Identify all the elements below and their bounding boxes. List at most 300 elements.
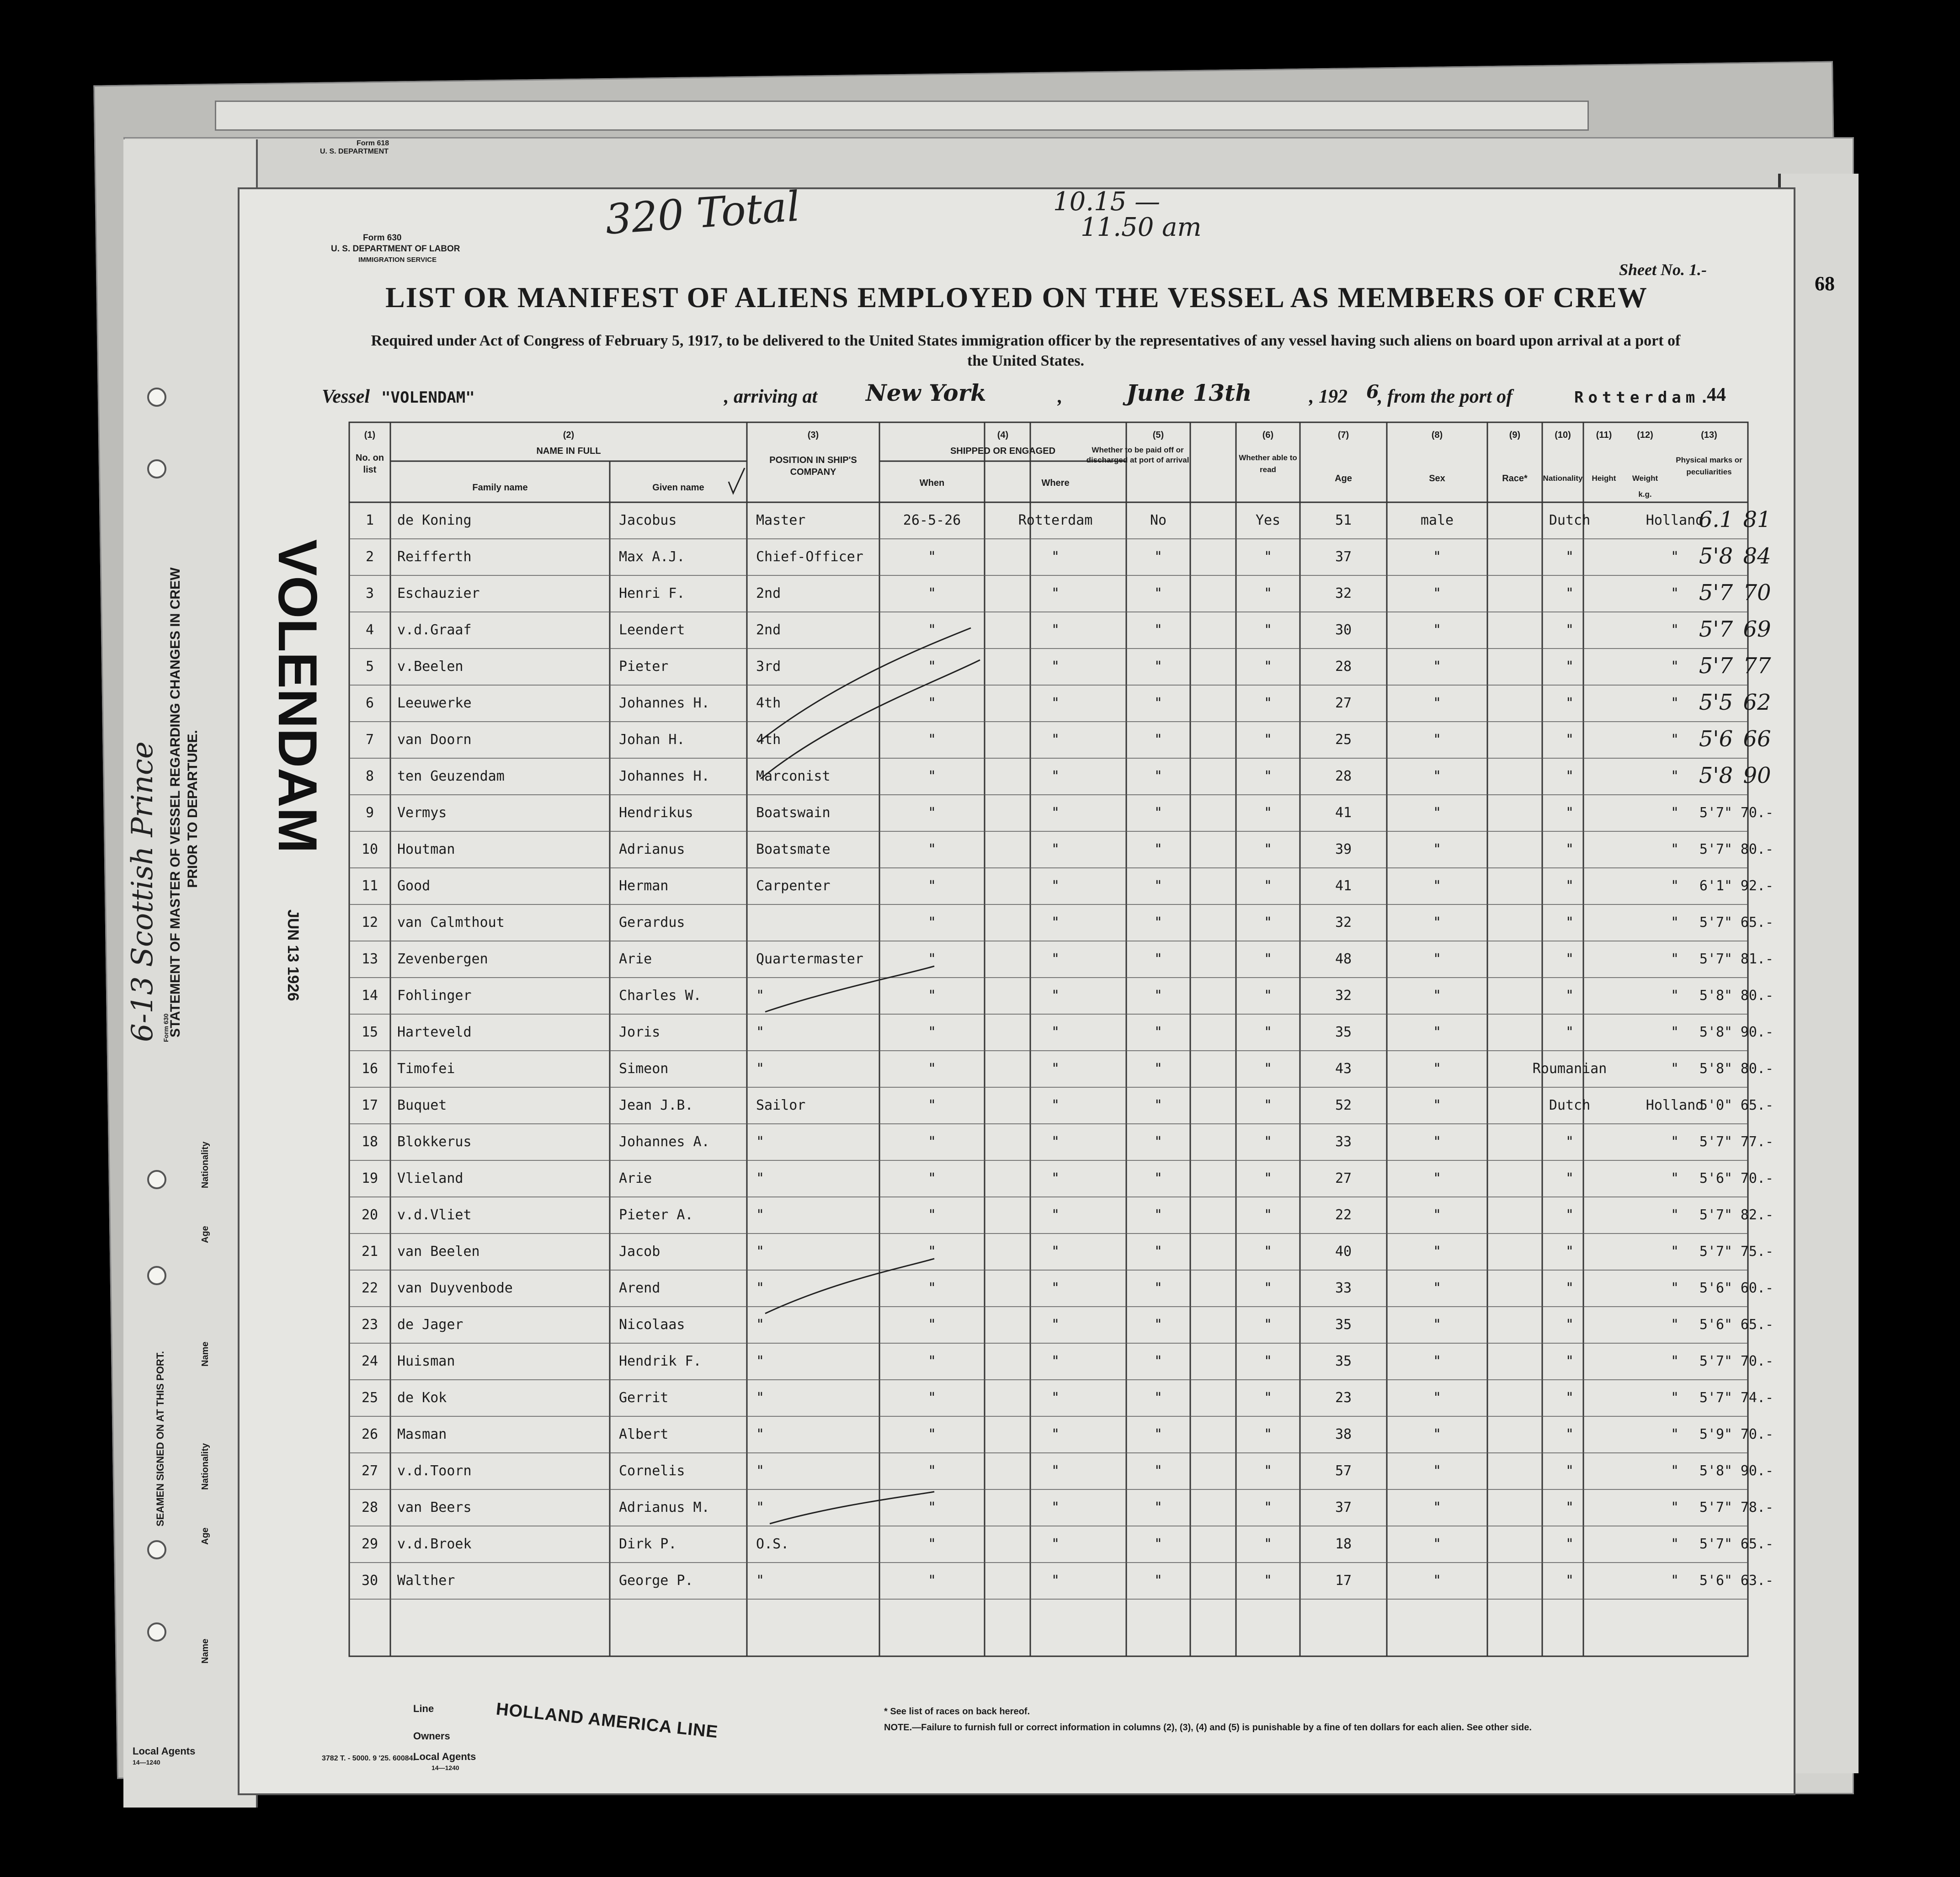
cell-ditto-mark: "	[927, 1426, 937, 1442]
cell-age: 48	[1335, 951, 1352, 967]
cell-ditto-mark: "	[1670, 1426, 1679, 1442]
cell-ditto-mark: "	[1154, 1353, 1163, 1369]
cell-position: Boatsmate	[756, 841, 831, 857]
cell-position: 4th	[756, 732, 781, 748]
cell-ditto-mark: "	[927, 622, 937, 638]
col-num-10: (10)	[1555, 430, 1571, 440]
cell-ditto-mark: "	[1051, 1317, 1060, 1333]
col-header-shipped: SHIPPED OR ENGAGED	[950, 446, 1056, 456]
cell-no: 29	[361, 1536, 378, 1552]
cell-ditto-mark: "	[1263, 1134, 1273, 1150]
cell-ditto-mark: "	[1154, 805, 1163, 821]
col-header-given: Given name	[652, 483, 704, 493]
cell-age: 28	[1335, 659, 1352, 675]
cell-height: 5'9"	[1699, 1426, 1733, 1442]
cell-age: 28	[1335, 768, 1352, 784]
punch-hole	[147, 1622, 166, 1642]
cell-ditto-mark: "	[1154, 732, 1163, 748]
cell-ditto-mark: "	[1051, 1573, 1060, 1589]
cell-weight: 74.-	[1740, 1390, 1774, 1406]
cell-ditto-mark: "	[927, 1499, 937, 1515]
cell-ditto-mark: "	[1670, 1463, 1679, 1479]
cell-ditto-mark: "	[1051, 1463, 1060, 1479]
cell-weight: 62	[1743, 690, 1771, 715]
department-name: U. S. DEPARTMENT OF LABOR	[331, 244, 460, 254]
col-num-9: (9)	[1509, 430, 1521, 440]
cell-ditto-mark: "	[927, 1390, 937, 1406]
cell-ditto-mark: "	[1565, 1573, 1574, 1589]
cell-nationality: Holland	[1646, 1097, 1704, 1113]
cell-given: Johannes A.	[619, 1134, 710, 1150]
cell-ditto-mark: "	[1051, 841, 1060, 857]
cell-position: "	[756, 1499, 765, 1515]
arriving-label: , arriving at	[724, 386, 818, 407]
cell-position: Sailor	[756, 1097, 806, 1113]
cell-no: 24	[361, 1353, 378, 1369]
cell-no: 26	[361, 1426, 378, 1442]
cell-age: 41	[1335, 878, 1352, 894]
cell-ditto-mark: "	[1263, 1024, 1273, 1040]
left-col-age-2: Age	[200, 1527, 210, 1545]
cell-family: van Beers	[397, 1499, 472, 1515]
col-num-6: (6)	[1262, 430, 1274, 440]
left-col-age: Age	[200, 1226, 210, 1243]
printer-code: 3782 T. - 5000. 9 '25. 60084.	[322, 1755, 415, 1762]
cell-position: "	[756, 1463, 765, 1479]
cell-ditto-mark: "	[1154, 659, 1163, 675]
cell-ditto-mark: "	[1670, 1536, 1679, 1552]
col-header-read: Whether able to read	[1239, 453, 1297, 474]
punch-hole	[147, 1266, 166, 1285]
cell-ditto-mark: "	[1051, 1244, 1060, 1260]
cell-height: 5'7"	[1699, 1244, 1733, 1260]
cell-ditto-mark: "	[1154, 695, 1163, 711]
cell-ditto-mark: "	[1154, 1280, 1163, 1296]
cell-ditto-mark: "	[1263, 768, 1273, 784]
cell-position: "	[756, 1426, 765, 1442]
cell-ditto-mark: "	[1670, 1134, 1679, 1150]
col-header-where: Where	[1041, 478, 1070, 488]
cell-no: 10	[361, 841, 378, 857]
cell-height: 5'6"	[1699, 1317, 1733, 1333]
cell-ditto-mark: "	[927, 1134, 937, 1150]
cell-ditto-mark: "	[1051, 732, 1060, 748]
cell-family: v.d.Broek	[397, 1536, 472, 1552]
cell-ditto-mark: "	[1263, 1280, 1273, 1296]
cell-ditto-mark: "	[1670, 1353, 1679, 1369]
cell-no: 25	[361, 1390, 378, 1406]
cell-ditto-mark: "	[927, 1024, 937, 1040]
cell-ditto-mark: "	[1670, 915, 1679, 931]
left-form-label: Form 630	[162, 1013, 170, 1042]
cell-ditto-mark: "	[1565, 878, 1574, 894]
cell-no: 19	[361, 1170, 378, 1186]
handwritten-time-2: 11.50 am	[1081, 213, 1202, 242]
cell-family: de Kok	[397, 1390, 447, 1406]
cell-ditto-mark: "	[1433, 549, 1442, 565]
back-form-number: Form 618	[357, 139, 389, 147]
cell-ditto-mark: "	[1565, 622, 1574, 638]
cell-ditto-mark: "	[927, 1573, 937, 1589]
cell-ditto-mark: "	[1263, 549, 1273, 565]
cell-ditto-mark: "	[1433, 1244, 1442, 1260]
cell-ditto-mark: "	[1670, 988, 1679, 1004]
left-local-agents	[133, 1746, 195, 1768]
cell-age: 52	[1335, 1097, 1352, 1113]
cell-ditto-mark: "	[1670, 1280, 1679, 1296]
cell-ditto-mark: "	[1433, 695, 1442, 711]
cell-race: Dutch	[1549, 1097, 1591, 1113]
cell-ditto-mark: "	[1263, 915, 1273, 931]
cell-ditto-mark: "	[1433, 659, 1442, 675]
cell-ditto-mark: "	[927, 659, 937, 675]
cell-ditto-mark: "	[1051, 1024, 1060, 1040]
cell-ditto-mark: "	[1565, 1390, 1574, 1406]
form-number: Form 630	[363, 233, 402, 243]
col-header-no: No. on list	[355, 453, 384, 475]
cell-family: v.d.Toorn	[397, 1463, 472, 1479]
cell-age: 38	[1335, 1426, 1352, 1442]
cell-ditto-mark: "	[1263, 732, 1273, 748]
cell-position: "	[756, 1244, 765, 1260]
vessel-stamp	[266, 539, 329, 594]
cell-ditto-mark: "	[1565, 1536, 1574, 1552]
cell-ditto-mark: "	[1565, 1280, 1574, 1296]
cell-given: Joris	[619, 1024, 660, 1040]
cell-height: 5'6"	[1699, 1573, 1733, 1589]
cell-ditto-mark: "	[1670, 1024, 1679, 1040]
cell-weight: 70.-	[1740, 1353, 1774, 1369]
cell-ditto-mark: "	[1263, 659, 1273, 675]
cell-family: Masman	[397, 1426, 447, 1442]
cell-height: 5'8"	[1699, 1024, 1733, 1040]
col-num-3: (3)	[807, 430, 819, 440]
cell-given: Charles W.	[619, 988, 702, 1004]
cell-weight: 77	[1743, 653, 1771, 679]
punch-hole	[147, 1170, 166, 1189]
cell-position: 4th	[756, 695, 781, 711]
cell-ditto-mark: "	[1670, 1244, 1679, 1260]
cell-ditto-mark: "	[1670, 1317, 1679, 1333]
cell-ditto-mark: "	[1051, 1499, 1060, 1515]
cell-height: 5'6"	[1699, 1170, 1733, 1186]
cell-family: Eschauzier	[397, 585, 480, 601]
cell-position: 2nd	[756, 622, 781, 638]
cell-ditto-mark: "	[1433, 1353, 1442, 1369]
cell-given: Gerardus	[619, 915, 685, 931]
cell-given: Arie	[619, 951, 652, 967]
cell-ditto-mark: "	[1433, 1499, 1442, 1515]
cell-ditto-mark: "	[927, 732, 937, 748]
cell-ditto-mark: "	[1263, 1353, 1273, 1369]
cell-ditto-mark: "	[1051, 878, 1060, 894]
cell-ditto-mark: "	[1051, 659, 1060, 675]
statement-line-1: STATEMENT OF MASTER OF VESSEL REGARDING CHANGES IN CREW	[168, 567, 183, 1037]
cell-age: 32	[1335, 915, 1352, 931]
cell-given: Hendrik F.	[619, 1353, 702, 1369]
col-header-paid: Whether to be paid off or discharged at port of arrival	[1086, 446, 1189, 464]
cell-given: Pieter A.	[619, 1207, 693, 1223]
cell-ditto-mark: "	[927, 549, 937, 565]
cell-ditto-mark: "	[1565, 805, 1574, 821]
cell-height: 6.1	[1698, 507, 1734, 532]
cell-ditto-mark: "	[927, 878, 937, 894]
cell-weight: 70.-	[1740, 805, 1774, 821]
cell-given: Adrianus	[619, 841, 685, 857]
cell-position: 3rd	[756, 659, 781, 675]
cell-given: Arie	[619, 1170, 652, 1186]
cell-ditto-mark: "	[1433, 1317, 1442, 1333]
cell-no: 7	[365, 732, 374, 748]
cell-ditto-mark: "	[1565, 768, 1574, 784]
cell-age: 27	[1335, 1170, 1352, 1186]
cell-ditto-mark: "	[1263, 878, 1273, 894]
cell-ditto-mark: "	[1154, 1426, 1163, 1442]
cell-no: 5	[365, 659, 374, 675]
cell-ditto-mark: "	[1433, 1426, 1442, 1442]
cell-no: 27	[361, 1463, 378, 1479]
cell-race: Dutch	[1549, 512, 1591, 528]
cell-position: Boatswain	[756, 805, 831, 821]
left-col-nationality: Nationality	[200, 1141, 210, 1188]
cell-given: Simeon	[619, 1061, 669, 1077]
cell-family: Vlieland	[397, 1170, 463, 1186]
statement-line-2: PRIOR TO DEPARTURE.	[185, 730, 200, 888]
cell-ditto-mark: "	[1565, 1426, 1574, 1442]
cell-no: 30	[361, 1573, 378, 1589]
cell-ditto-mark: "	[1154, 1536, 1163, 1552]
cell-ditto-mark: "	[927, 841, 937, 857]
service-name: IMMIGRATION SERVICE	[358, 256, 437, 264]
cell-ditto-mark: "	[1670, 1573, 1679, 1589]
cell-ditto-mark: "	[1051, 805, 1060, 821]
col-num-2: (2)	[563, 430, 575, 440]
date-stamp: JUN 13 1926	[284, 909, 302, 1001]
handwritten-time-1: 10.15 —	[1053, 187, 1161, 217]
col-header-weight-unit: k.g.	[1638, 490, 1652, 499]
cell-no: 14	[361, 988, 378, 1004]
cell-given: Albert	[619, 1426, 669, 1442]
cell-age: 37	[1335, 1499, 1352, 1515]
cell-ditto-mark: "	[1154, 1024, 1163, 1040]
cell-ditto-mark: "	[927, 915, 937, 931]
cell-ditto-mark: "	[1565, 841, 1574, 857]
col-num-5: (5)	[1152, 430, 1164, 440]
cell-ditto-mark: "	[1051, 988, 1060, 1004]
cell-ditto-mark: "	[927, 768, 937, 784]
cell-weight: 81	[1743, 507, 1771, 532]
cell-age: 33	[1335, 1134, 1352, 1150]
cell-position: Quartermaster	[756, 951, 863, 967]
cell-ditto-mark: "	[927, 1463, 937, 1479]
line-stamp: HOLLAND AMERICA LINE	[495, 1699, 719, 1742]
cell-ditto-mark: "	[1433, 768, 1442, 784]
cell-ditto-mark: "	[1433, 951, 1442, 967]
cell-weight: 63.-	[1740, 1573, 1774, 1589]
col-header-race: Race*	[1502, 473, 1528, 484]
cell-position: "	[756, 1024, 765, 1040]
cell-ditto-mark: "	[1565, 915, 1574, 931]
back-strip	[215, 101, 1589, 131]
cell-family: van Calmthout	[397, 915, 505, 931]
cell-ditto-mark: "	[927, 1170, 937, 1186]
cell-ditto-mark: "	[1051, 951, 1060, 967]
col-header-marks: Physical marks or peculiarities	[1676, 456, 1742, 476]
cell-ditto-mark: "	[1670, 951, 1679, 967]
cell-ditto-mark: "	[1154, 549, 1163, 565]
cell-family: van Doorn	[397, 732, 472, 748]
cell-weight: 75.-	[1740, 1244, 1774, 1260]
cell-ditto-mark: "	[1565, 1317, 1574, 1333]
cell-ditto-mark: "	[1565, 1499, 1574, 1515]
from-port: Rotterdam.	[1574, 388, 1714, 407]
cell-ditto-mark: "	[1263, 585, 1273, 601]
cell-no: 1	[365, 512, 374, 528]
cell-ditto-mark: "	[1263, 805, 1273, 821]
cell-ditto-mark: "	[1051, 1207, 1060, 1223]
cell-ditto-mark: "	[1565, 1463, 1574, 1479]
cell-family: ten Geuzendam	[397, 768, 505, 784]
cell-family: Harteveld	[397, 1024, 472, 1040]
cell-ditto-mark: "	[1263, 951, 1273, 967]
cell-ditto-mark: "	[1565, 1024, 1574, 1040]
cell-paid: No	[1150, 512, 1167, 528]
cell-ditto-mark: "	[1433, 732, 1442, 748]
cell-ditto-mark: "	[1433, 915, 1442, 931]
cell-ditto-mark: "	[927, 1536, 937, 1552]
cell-ditto-mark: "	[1051, 1061, 1060, 1077]
sheet-number: Sheet No. 1.-	[1619, 261, 1707, 279]
cell-age: 23	[1335, 1390, 1352, 1406]
cell-given: Herman	[619, 878, 669, 894]
cell-sex: male	[1420, 512, 1454, 528]
left-local-agents-code: 14—1240	[133, 1759, 160, 1766]
cell-position: "	[756, 1170, 765, 1186]
cell-ditto-mark: "	[1565, 1353, 1574, 1369]
cell-ditto-mark: "	[927, 1097, 937, 1113]
cell-position: Master	[756, 512, 806, 528]
cell-ditto-mark: "	[1154, 1134, 1163, 1150]
cell-ditto-mark: "	[1154, 915, 1163, 931]
cell-ditto-mark: "	[1565, 585, 1574, 601]
cell-ditto-mark: "	[1154, 585, 1163, 601]
cell-weight: 70.-	[1740, 1170, 1774, 1186]
cell-ditto-mark: "	[1154, 1170, 1163, 1186]
cell-ditto-mark: "	[1670, 622, 1679, 638]
cell-ditto-mark: "	[1433, 1097, 1442, 1113]
cell-height: 5'8"	[1699, 1061, 1733, 1077]
cell-age: 51	[1335, 512, 1352, 528]
footer-local-agents-label: Local Agents	[413, 1751, 476, 1762]
col-header-name: NAME IN FULL	[536, 446, 601, 456]
cell-ditto-mark: "	[1565, 951, 1574, 967]
cell-no: 16	[361, 1061, 378, 1077]
cell-ditto-mark: "	[1263, 1061, 1273, 1077]
cell-given: Max A.J.	[619, 549, 685, 565]
cell-family: Zevenbergen	[397, 951, 488, 967]
page-number: 44	[1707, 384, 1726, 405]
cell-ditto-mark: "	[1670, 805, 1679, 821]
cell-ditto-mark: "	[1154, 1463, 1163, 1479]
back-form-label	[320, 139, 389, 156]
cell-no: 15	[361, 1024, 378, 1040]
cell-ditto-mark: "	[1433, 1134, 1442, 1150]
cell-no: 18	[361, 1134, 378, 1150]
cell-no: 6	[365, 695, 374, 711]
arrival-date: June 13th	[1126, 379, 1252, 406]
left-col-name-2: Name	[200, 1638, 210, 1664]
seamen-signed-label: SEAMEN SIGNED ON AT THIS PORT.	[154, 1351, 166, 1526]
cell-age: 32	[1335, 988, 1352, 1004]
cell-weight: 80.-	[1740, 841, 1774, 857]
cell-age: 27	[1335, 695, 1352, 711]
cell-ditto-mark: "	[1670, 585, 1679, 601]
cell-ditto-mark: "	[1433, 1061, 1442, 1077]
page-title: LIST OR MANIFEST OF ALIENS EMPLOYED ON THE VESSEL AS MEMBERS OF CREW	[385, 281, 1648, 314]
cell-position: "	[756, 1207, 765, 1223]
cell-position: "	[756, 1353, 765, 1369]
cell-no: 13	[361, 951, 378, 967]
cell-no: 21	[361, 1244, 378, 1260]
cell-no: 2	[365, 549, 374, 565]
cell-ditto-mark: "	[1051, 695, 1060, 711]
col-header-weight: Weight	[1632, 474, 1658, 483]
cell-ditto-mark: "	[1263, 1207, 1273, 1223]
cell-weight: 90	[1743, 763, 1771, 788]
cell-ditto-mark: "	[1433, 1536, 1442, 1552]
cell-age: 35	[1335, 1353, 1352, 1369]
cell-position: Marconist	[756, 768, 831, 784]
col-num-11: (11)	[1596, 430, 1612, 440]
cell-ditto-mark: "	[1263, 988, 1273, 1004]
note-races: * See list of races on back hereof.	[884, 1707, 1030, 1717]
back-form-dept: U. S. DEPARTMENT	[320, 148, 389, 155]
cell-ditto-mark: "	[927, 1061, 937, 1077]
col-header-age: Age	[1335, 473, 1352, 484]
cell-ditto-mark: "	[1565, 1207, 1574, 1223]
cell-age: 43	[1335, 1061, 1352, 1077]
footer-labels	[413, 1695, 476, 1772]
cell-given: Pieter	[619, 659, 669, 675]
cell-weight: 90.-	[1740, 1024, 1774, 1040]
cell-given: Johan H.	[619, 732, 685, 748]
cell-position: O.S.	[756, 1536, 789, 1552]
cell-weight: 90.-	[1740, 1463, 1774, 1479]
cell-ditto-mark: "	[1433, 1280, 1442, 1296]
cell-no: 3	[365, 585, 374, 601]
cell-read: Yes	[1255, 512, 1281, 528]
cell-given: Jacobus	[619, 512, 677, 528]
cell-ditto-mark: "	[1154, 1573, 1163, 1589]
cell-no: 9	[365, 805, 374, 821]
cell-weight: 70.-	[1740, 1426, 1774, 1442]
cell-ditto-mark: "	[1154, 622, 1163, 638]
cell-height: 5'0"	[1699, 1097, 1733, 1113]
cell-given: Cornelis	[619, 1463, 685, 1479]
cell-no: 28	[361, 1499, 378, 1515]
cell-ditto-mark: "	[1263, 622, 1273, 638]
cell-age: 22	[1335, 1207, 1352, 1223]
cell-weight: 80.-	[1740, 1061, 1774, 1077]
cell-ditto-mark: "	[1051, 585, 1060, 601]
col-num-4: (4)	[997, 430, 1009, 440]
cell-ditto-mark: "	[1154, 1061, 1163, 1077]
manifest-sheet	[238, 182, 1795, 1795]
cell-ditto-mark: "	[1565, 1134, 1574, 1150]
cell-family: Huisman	[397, 1353, 455, 1369]
cell-age: 39	[1335, 841, 1352, 857]
cell-ditto-mark: "	[1263, 1426, 1273, 1442]
